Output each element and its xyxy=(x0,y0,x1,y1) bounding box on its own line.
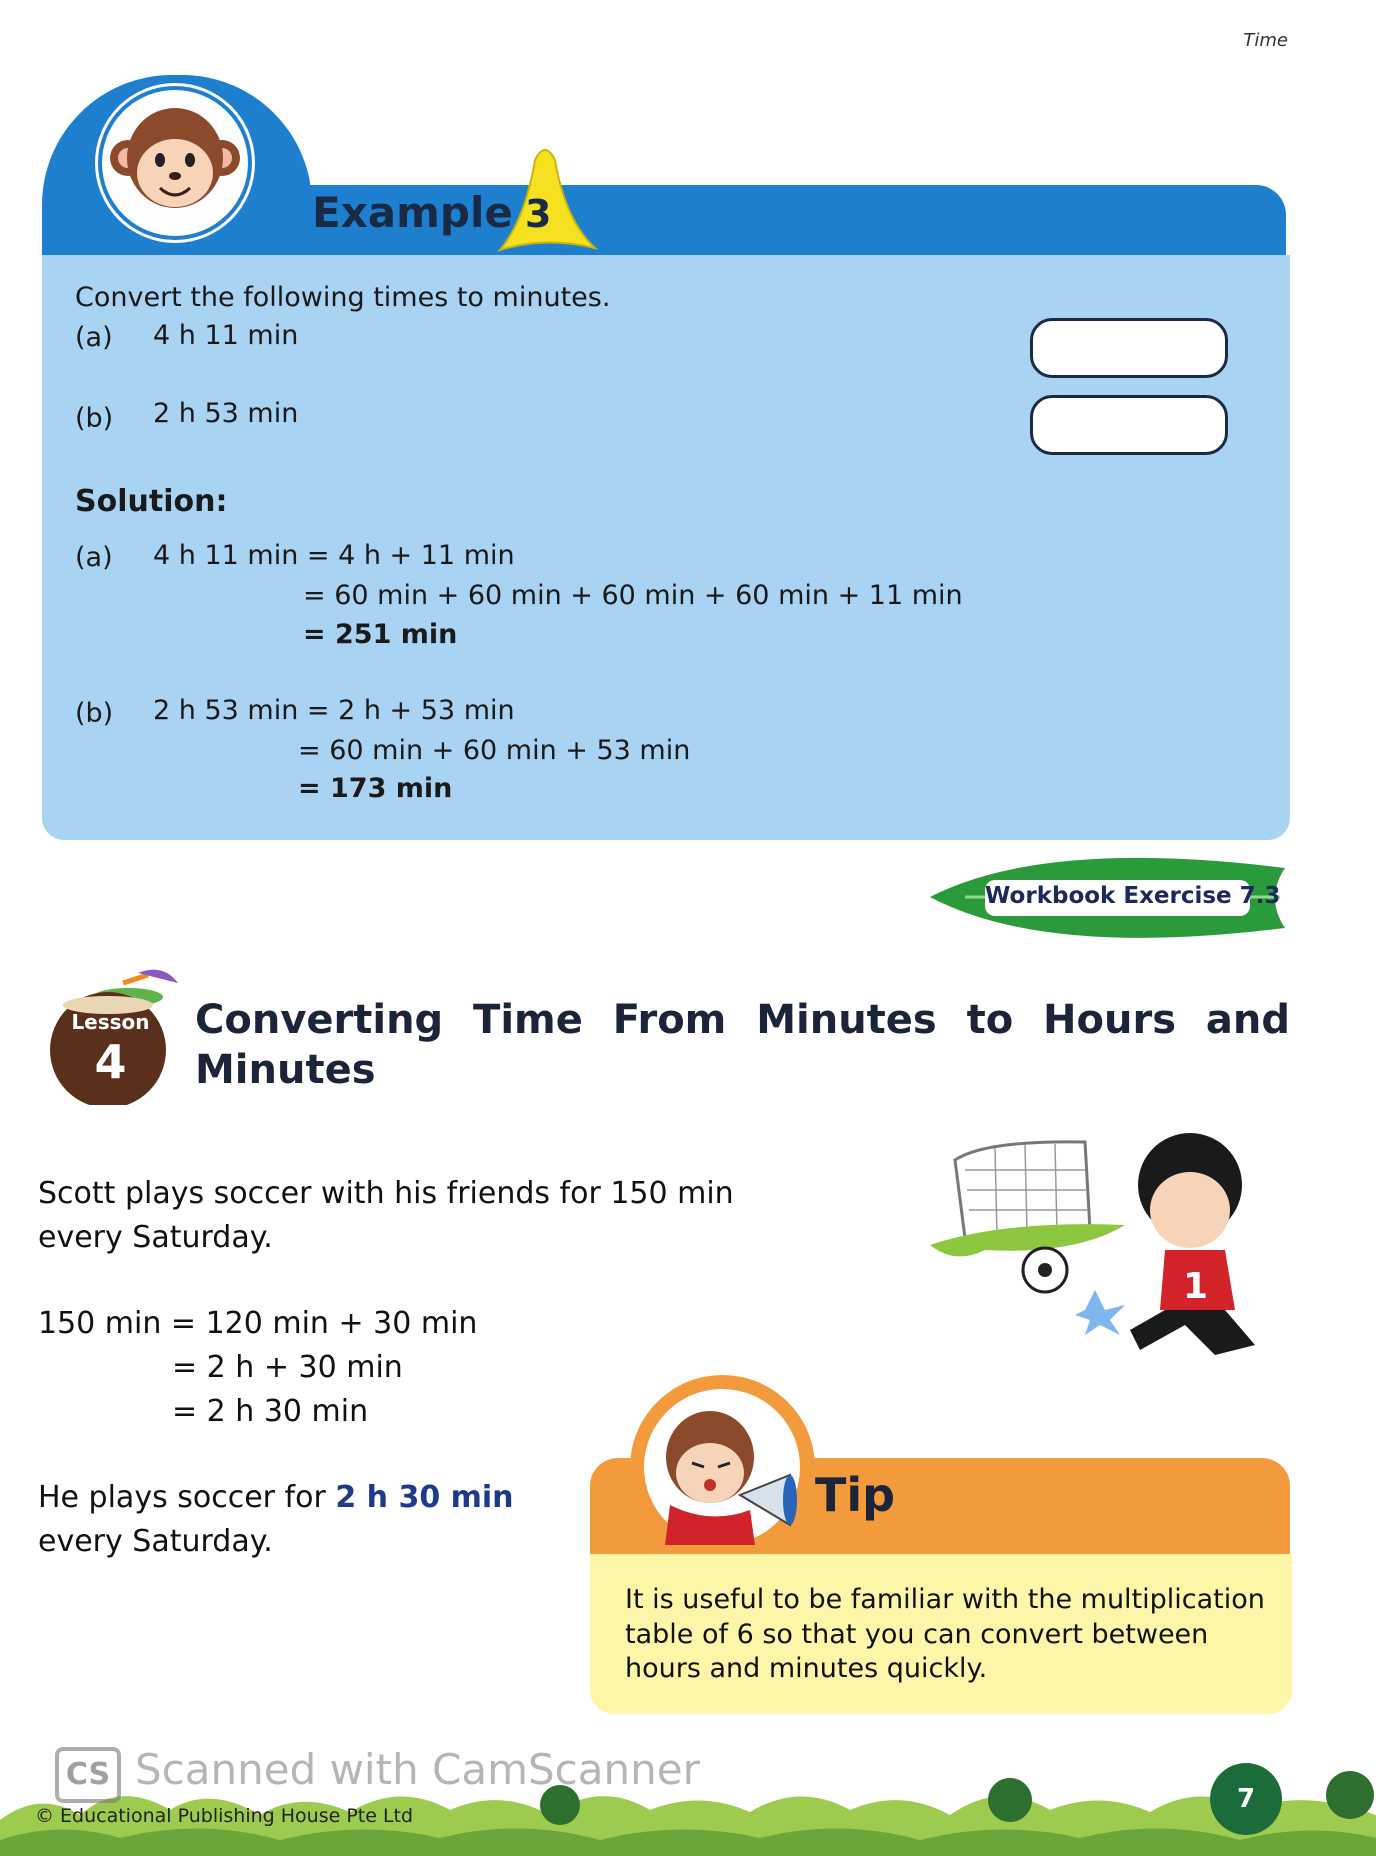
calc-line-2: = 2 h + 30 min xyxy=(172,1350,403,1385)
conclusion-answer: 2 h 30 min xyxy=(335,1480,514,1515)
intro-line-1: Scott plays soccer with his friends for 150 min xyxy=(38,1176,734,1211)
question-b-label: (b) xyxy=(75,403,114,434)
conclusion-line-1 xyxy=(38,1476,514,1520)
question-a-text: 4 h 11 min xyxy=(153,320,299,351)
calc-line-1: 150 min = 120 min + 30 min xyxy=(38,1306,478,1341)
monkey-megaphone-icon xyxy=(640,1385,805,1550)
intro-line-2: every Saturday. xyxy=(38,1220,273,1255)
conclusion-line-2: every Saturday. xyxy=(38,1524,273,1559)
example-prompt: Convert the following times to minutes. xyxy=(75,282,611,313)
tip-text: It is useful to be familiar with the multiplication table of 6 so that you can convert between hours and minutes quickly. xyxy=(625,1584,1265,1685)
lesson-number: 4 xyxy=(94,1035,127,1089)
scanner-watermark: Scanned with CamScanner xyxy=(135,1745,700,1794)
solution-b-label: (b) xyxy=(75,698,114,729)
svg-text:1: 1 xyxy=(1183,1266,1209,1307)
example-number: 3 xyxy=(525,192,552,236)
monkey-mascot-icon xyxy=(90,78,260,248)
copyright-notice: © Educational Publishing House Pte Ltd xyxy=(35,1805,414,1827)
solution-a-line2: = 60 min + 60 min + 60 min + 60 min + 11 min xyxy=(303,580,963,611)
solution-a-line3: = 251 min xyxy=(303,619,458,650)
question-b-text: 2 h 53 min xyxy=(153,398,299,429)
section-label: Time xyxy=(1243,30,1288,51)
solution-b-line3: = 173 min xyxy=(298,773,453,804)
solution-a-label: (a) xyxy=(75,542,113,573)
question-a-label: (a) xyxy=(75,322,113,353)
solution-a-line1: 4 h 11 min = 4 h + 11 min xyxy=(153,540,515,571)
conclusion-text: He plays soccer for xyxy=(38,1480,336,1515)
answer-box-a[interactable] xyxy=(1030,318,1228,378)
tip-title: Tip xyxy=(815,1468,896,1522)
lesson-title: Converting Time From Minutes to Hours and Minutes xyxy=(195,997,1290,1093)
example-title: Example xyxy=(312,188,513,237)
solution-b-line1: 2 h 53 min = 2 h + 53 min xyxy=(153,695,515,726)
soccer-player-icon xyxy=(925,1120,1295,1400)
page-number: 7 xyxy=(1210,1763,1282,1835)
calc-line-3: = 2 h 30 min xyxy=(172,1394,369,1429)
solution-b-line2: = 60 min + 60 min + 53 min xyxy=(298,735,691,766)
answer-box-b[interactable] xyxy=(1030,395,1228,455)
camscanner-logo: CS xyxy=(55,1747,121,1803)
solution-heading: Solution: xyxy=(75,484,228,519)
workbook-exercise-link[interactable]: Workbook Exercise 7.3 xyxy=(985,883,1281,909)
lesson-label: Lesson xyxy=(71,1010,150,1034)
